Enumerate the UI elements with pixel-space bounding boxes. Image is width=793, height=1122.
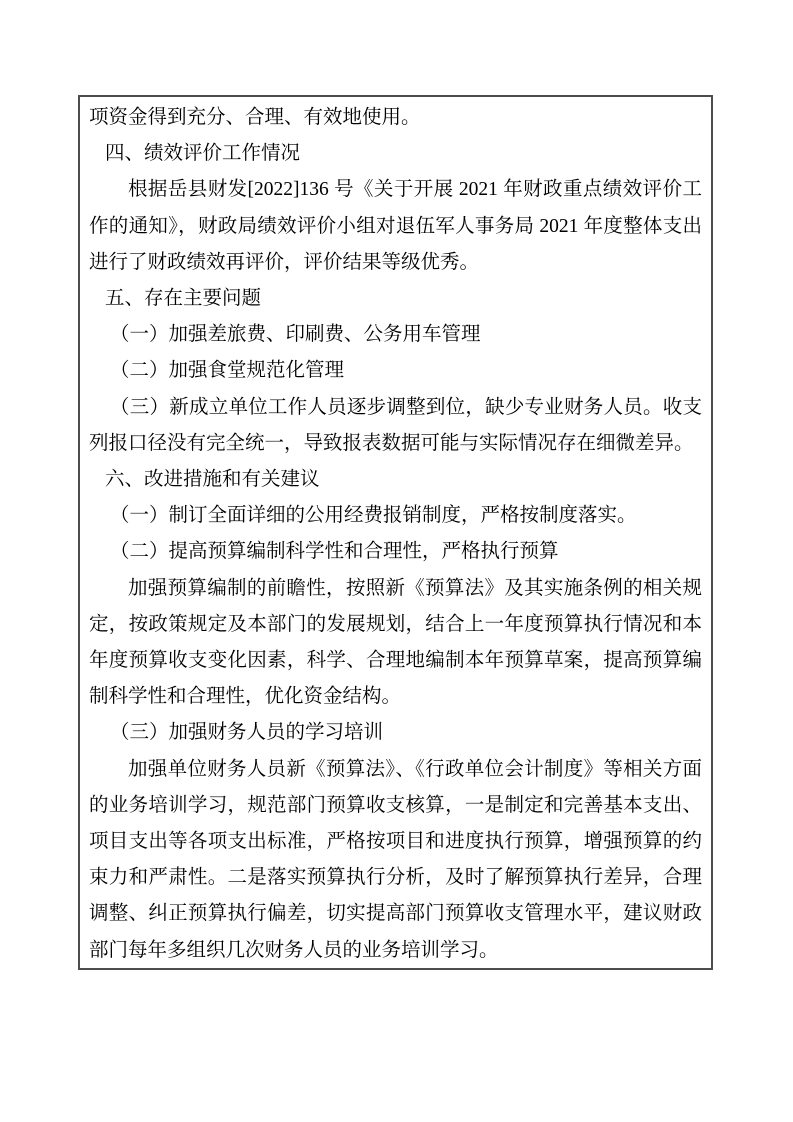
section-6-paragraph-1: 加强预算编制的前瞻性，按照新《预算法》及其实施条例的相关规定，按政策规定及本部门的发展规划，结合上一年度预算执行情况和本年度预算收支变化因素，科学、合理地编制本年预算草案，提高预算编制科学性和合理性，优化资金结构。 <box>89 577 702 708</box>
section-5-heading: 五、存在主要问题 <box>105 288 262 310</box>
continuation-text: 项资金得到充分、合理、有效地使用。 <box>89 107 421 128</box>
section-4-heading: 四、绩效评价工作情况 <box>105 143 301 165</box>
content-cell <box>78 95 713 970</box>
section-6-item-1: （一）制订全面详细的公用经费报销制度，严格按制度落实。 <box>110 505 637 527</box>
section-5-item-1: （一）加强差旅费、印刷费、公务用车管理 <box>110 324 481 346</box>
section-6-heading: 六、改进措施和有关建议 <box>105 469 320 491</box>
section-6-paragraph-2: 加强单位财务人员新《预算法》、《行政单位会计制度》等相关方面的业务培训学习，规范部门预算收支核算，一是制定和完善基本支出、项目支出等各项支出标准，严格按项目和进度执行预算，增强预算的约束力和严肃性。二是落实预算执行分析，及时了解预算执行差异，合理调整、纠正预算执行偏差，切实提高部门预算收支管理水平，建议财政部门每年多组织几次财务人员的业务培训学习。 <box>89 758 702 961</box>
section-5-item-3: （三）新成立单位工作人员逐步调整到位，缺少专业财务人员。收支列报口径没有完全统一，导致报表数据可能与实际情况存在细微差异。 <box>89 396 702 454</box>
section-5-item-2: （二）加强食堂规范化管理 <box>110 360 345 382</box>
section-4-paragraph: 根据岳县财发[2022]136 号《关于开展 2021 年财政重点绩效评价工作的通知》，财政局绩效评价小组对退伍军人事务局 2021 年度整体支出进行了财政绩效再评价，评价结果等级优秀。 <box>89 179 702 273</box>
section-6-item-2: （二）提高预算编制科学性和合理性，严格执行预算 <box>110 541 559 563</box>
section-6-item-3: （三）加强财务人员的学习培训 <box>110 722 384 744</box>
